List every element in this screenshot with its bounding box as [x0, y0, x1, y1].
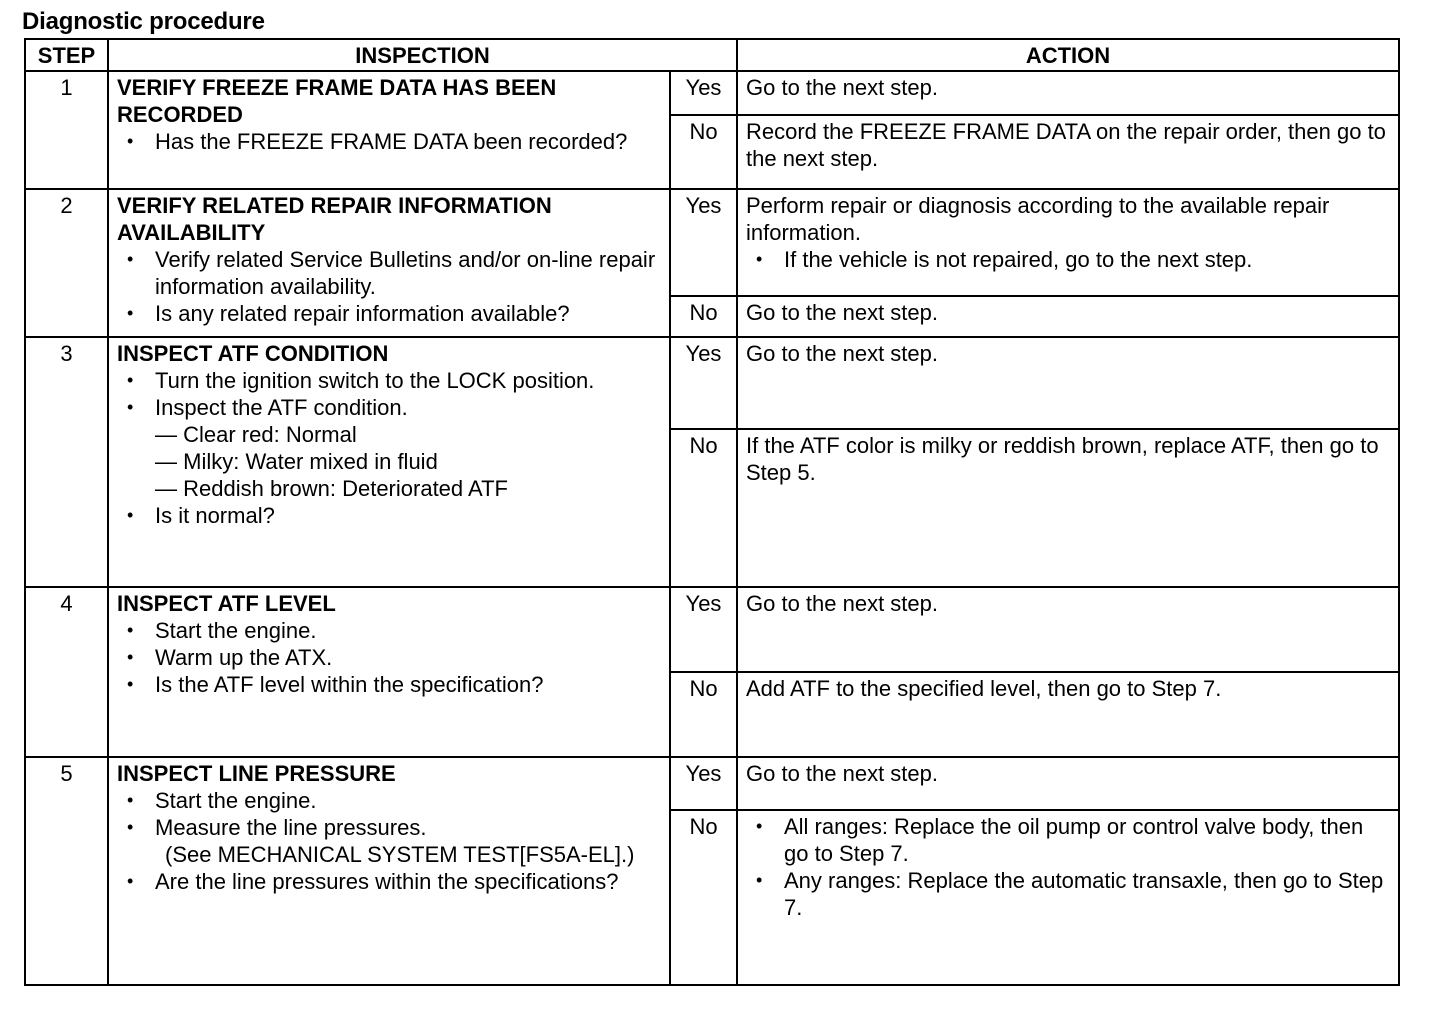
inspection-list	[117, 246, 663, 327]
no-label: No	[670, 296, 737, 337]
no-action: Go to the next step.	[737, 296, 1399, 337]
reference-note: (See MECHANICAL SYSTEM TEST[FS5A-EL].)	[165, 842, 635, 867]
yes-action: Perform repair or diagnosis according to the available repair information.	[746, 193, 1330, 245]
yes-label: Yes	[670, 189, 737, 296]
list-item: • Is the ATF level within the specification?	[117, 671, 663, 698]
step-title: INSPECT ATF LEVEL	[117, 591, 336, 616]
page-title: Diagnostic procedure	[22, 8, 265, 35]
table-header-row	[25, 39, 1399, 71]
inspection-cell	[108, 587, 670, 757]
yes-action: Go to the next step.	[737, 71, 1399, 115]
no-action: If the ATF color is milky or reddish brown, replace ATF, then go to Step 5.	[737, 429, 1399, 587]
list-item: • Are the line pressures within the specifications?	[117, 868, 663, 895]
list-item: • Verify related Service Bulletins and/or on-line repair information availability.	[117, 246, 663, 300]
list-item: • Has the FREEZE FRAME DATA been recorded?	[117, 128, 663, 155]
sub-item: — Reddish brown: Deteriorated ATF	[155, 476, 508, 501]
no-label: No	[670, 429, 737, 587]
yes-label: Yes	[670, 757, 737, 810]
step-title: INSPECT ATF CONDITION	[117, 341, 389, 366]
yes-action: Go to the next step.	[737, 757, 1399, 810]
step-number: 2	[25, 189, 108, 337]
no-label: No	[670, 672, 737, 757]
inspection-list	[117, 367, 663, 529]
no-action: Add ATF to the specified level, then go to Step 7.	[737, 672, 1399, 757]
sub-item: — Milky: Water mixed in fluid	[155, 449, 438, 474]
step-number: 3	[25, 337, 108, 587]
table-row	[25, 757, 1399, 810]
yes-action-cell	[737, 189, 1399, 296]
table-row	[25, 337, 1399, 429]
list-item	[117, 394, 663, 502]
list-item	[117, 814, 663, 868]
yes-action: Go to the next step.	[737, 587, 1399, 672]
no-action-cell	[737, 810, 1399, 985]
list-item: • All ranges: Replace the oil pump or control valve body, then go to Step 7.	[746, 813, 1390, 867]
list-item: • If the vehicle is not repaired, go to the next step.	[746, 246, 1390, 273]
step-number: 4	[25, 587, 108, 757]
action-list	[746, 813, 1390, 921]
inspection-cell	[108, 71, 670, 189]
no-label: No	[670, 115, 737, 189]
column-header-step: STEP	[25, 39, 108, 71]
inspection-cell	[108, 757, 670, 985]
column-header-inspection: INSPECTION	[108, 39, 737, 71]
yes-action: Go to the next step.	[737, 337, 1399, 429]
step-title: VERIFY RELATED REPAIR INFORMATION AVAILABILITY	[117, 193, 552, 245]
inspection-cell	[108, 337, 670, 587]
step-title: INSPECT LINE PRESSURE	[117, 761, 396, 786]
no-action: Record the FREEZE FRAME DATA on the repair order, then go to the next step.	[737, 115, 1399, 189]
list-item: • Any ranges: Replace the automatic transaxle, then go to Step 7.	[746, 867, 1390, 921]
list-item: • Start the engine.	[117, 617, 663, 644]
yes-label: Yes	[670, 337, 737, 429]
yes-label: Yes	[670, 587, 737, 672]
table-row	[25, 71, 1399, 115]
step-title: VERIFY FREEZE FRAME DATA HAS BEEN RECORDED	[117, 75, 557, 127]
step-number: 1	[25, 71, 108, 189]
step-number: 5	[25, 757, 108, 985]
no-label: No	[670, 810, 737, 985]
inspection-list	[117, 128, 663, 155]
list-item: • Start the engine.	[117, 787, 663, 814]
table-row	[25, 189, 1399, 296]
action-list	[746, 246, 1390, 273]
diagnostic-table	[24, 38, 1400, 986]
list-item: • Warm up the ATX.	[117, 644, 663, 671]
sub-item: — Clear red: Normal	[155, 422, 357, 447]
inspection-cell	[108, 189, 670, 337]
list-item-text: Measure the line pressures.	[155, 815, 427, 840]
table-row	[25, 587, 1399, 672]
yes-label: Yes	[670, 71, 737, 115]
inspection-list	[117, 617, 663, 698]
list-item: • Is it normal?	[117, 502, 663, 529]
list-item: • Is any related repair information available?	[117, 300, 663, 327]
inspection-list	[117, 787, 663, 895]
list-item-text: Inspect the ATF condition.	[155, 395, 408, 420]
column-header-action: ACTION	[737, 39, 1399, 71]
list-item: • Turn the ignition switch to the LOCK position.	[117, 367, 663, 394]
